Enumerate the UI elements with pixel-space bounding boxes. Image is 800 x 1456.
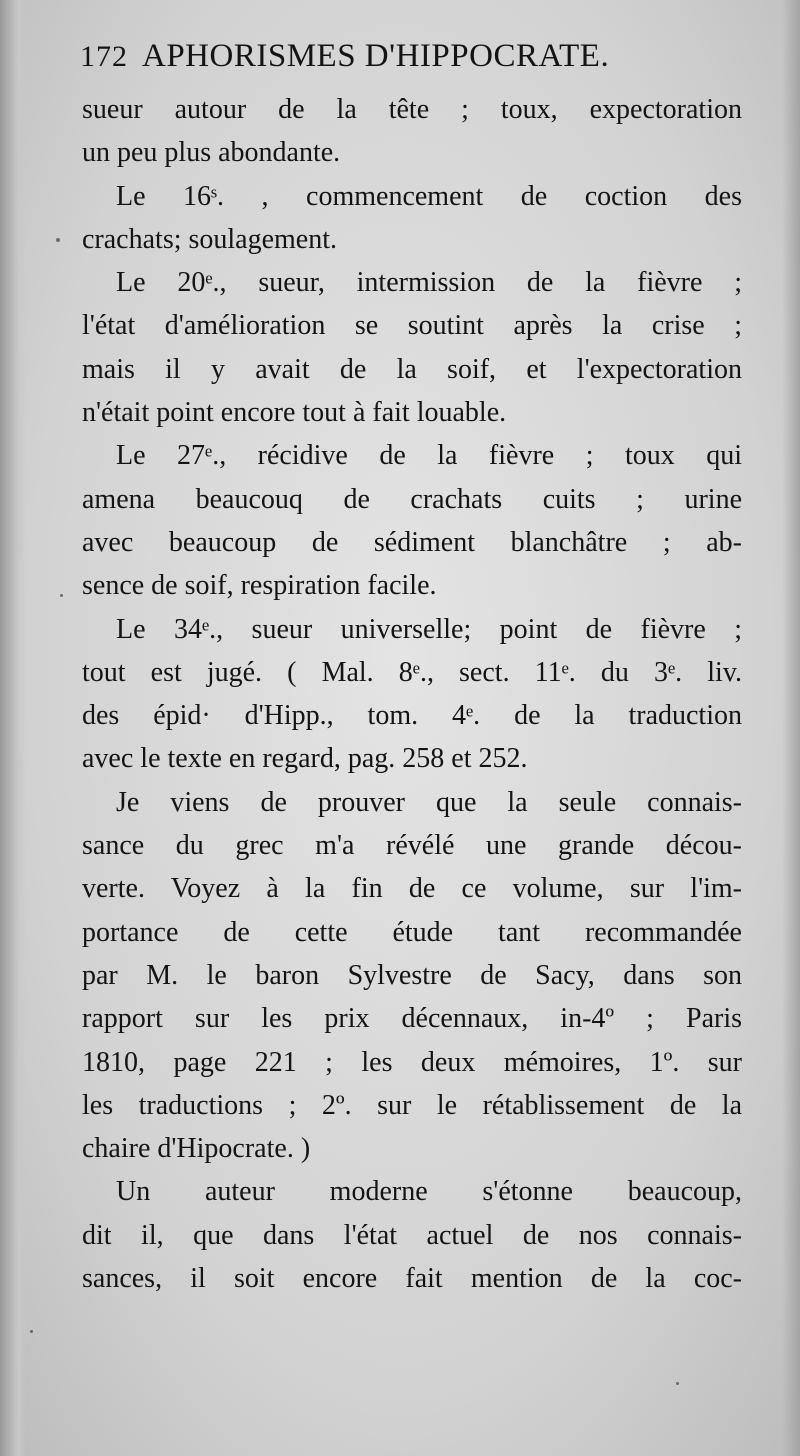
page-shadow-right xyxy=(782,0,800,1456)
text-line: mais il y avait de la soif, et l'expectoration xyxy=(82,353,742,385)
text-line: Je viens de prouver que la seule connais- xyxy=(116,786,742,818)
text-line: sence de soif, respiration facile. xyxy=(82,570,437,602)
text-line: un peu plus abondante. xyxy=(82,137,341,169)
text-line: Le 16ˢ. , commencement de coction des xyxy=(116,180,742,212)
print-speck xyxy=(30,1330,33,1333)
text-line: les traductions ; 2º. sur le rétablissement de la xyxy=(82,1089,742,1121)
page-number: 172 xyxy=(80,40,128,73)
text-line: sances, il soit encore fait mention de la coc- xyxy=(82,1263,742,1295)
print-speck xyxy=(676,1382,679,1385)
text-line: Le 27ᵉ., récidive de la fièvre ; toux qui xyxy=(116,440,742,472)
text-line: rapport sur les prix décennaux, in-4º ; Paris xyxy=(82,1003,742,1035)
text-line: Un auteur moderne s'étonne beaucoup, xyxy=(116,1176,742,1208)
text-line: tout est jugé. ( Mal. 8ᵉ., sect. 11ᵉ. du 3ᵉ. liv. xyxy=(82,656,742,688)
running-title: APHORISMES D'HIPPOCRATE. xyxy=(142,38,610,74)
text-line: n'était point encore tout à fait louable. xyxy=(82,397,507,429)
text-line: sance du grec m'a révélé une grande décou- xyxy=(82,830,742,862)
text-line: verte. Voyez à la fin de ce volume, sur l'im- xyxy=(82,873,742,905)
text-line: par M. le baron Sylvestre de Sacy, dans son xyxy=(82,959,742,991)
text-line: 1810, page 221 ; les deux mémoires, 1º. sur xyxy=(82,1046,742,1078)
text-line: amena beaucouq de crachats cuits ; urine xyxy=(82,483,742,515)
print-speck xyxy=(56,238,60,242)
text-line: chaire d'Hipocrate. ) xyxy=(82,1133,311,1165)
text-line: avec le texte en regard, pag. 258 et 252. xyxy=(82,743,528,775)
body-text xyxy=(82,88,742,1300)
text-line: crachats; soulagement. xyxy=(82,223,338,255)
print-speck xyxy=(60,594,63,597)
page-header xyxy=(80,38,740,90)
text-line: Le 20ᵉ., sueur, intermission de la fièvre ; xyxy=(116,267,742,299)
text-line: avec beaucoup de sédiment blanchâtre ; ab- xyxy=(82,526,742,558)
text-line: dit il, que dans l'état actuel de nos connais- xyxy=(82,1219,742,1251)
text-line: l'état d'amélioration se soutint après la crise ; xyxy=(82,310,742,342)
text-line: Le 34ᵉ., sueur universelle; point de fièvre ; xyxy=(116,613,742,645)
page-shadow-left xyxy=(0,0,26,1456)
text-line: sueur autour de la tête ; toux, expectoration xyxy=(82,94,742,125)
text-line: portance de cette étude tant recommandée xyxy=(82,916,742,948)
text-line: des épid· d'Hipp., tom. 4ᵉ. de la traduction xyxy=(82,700,742,732)
